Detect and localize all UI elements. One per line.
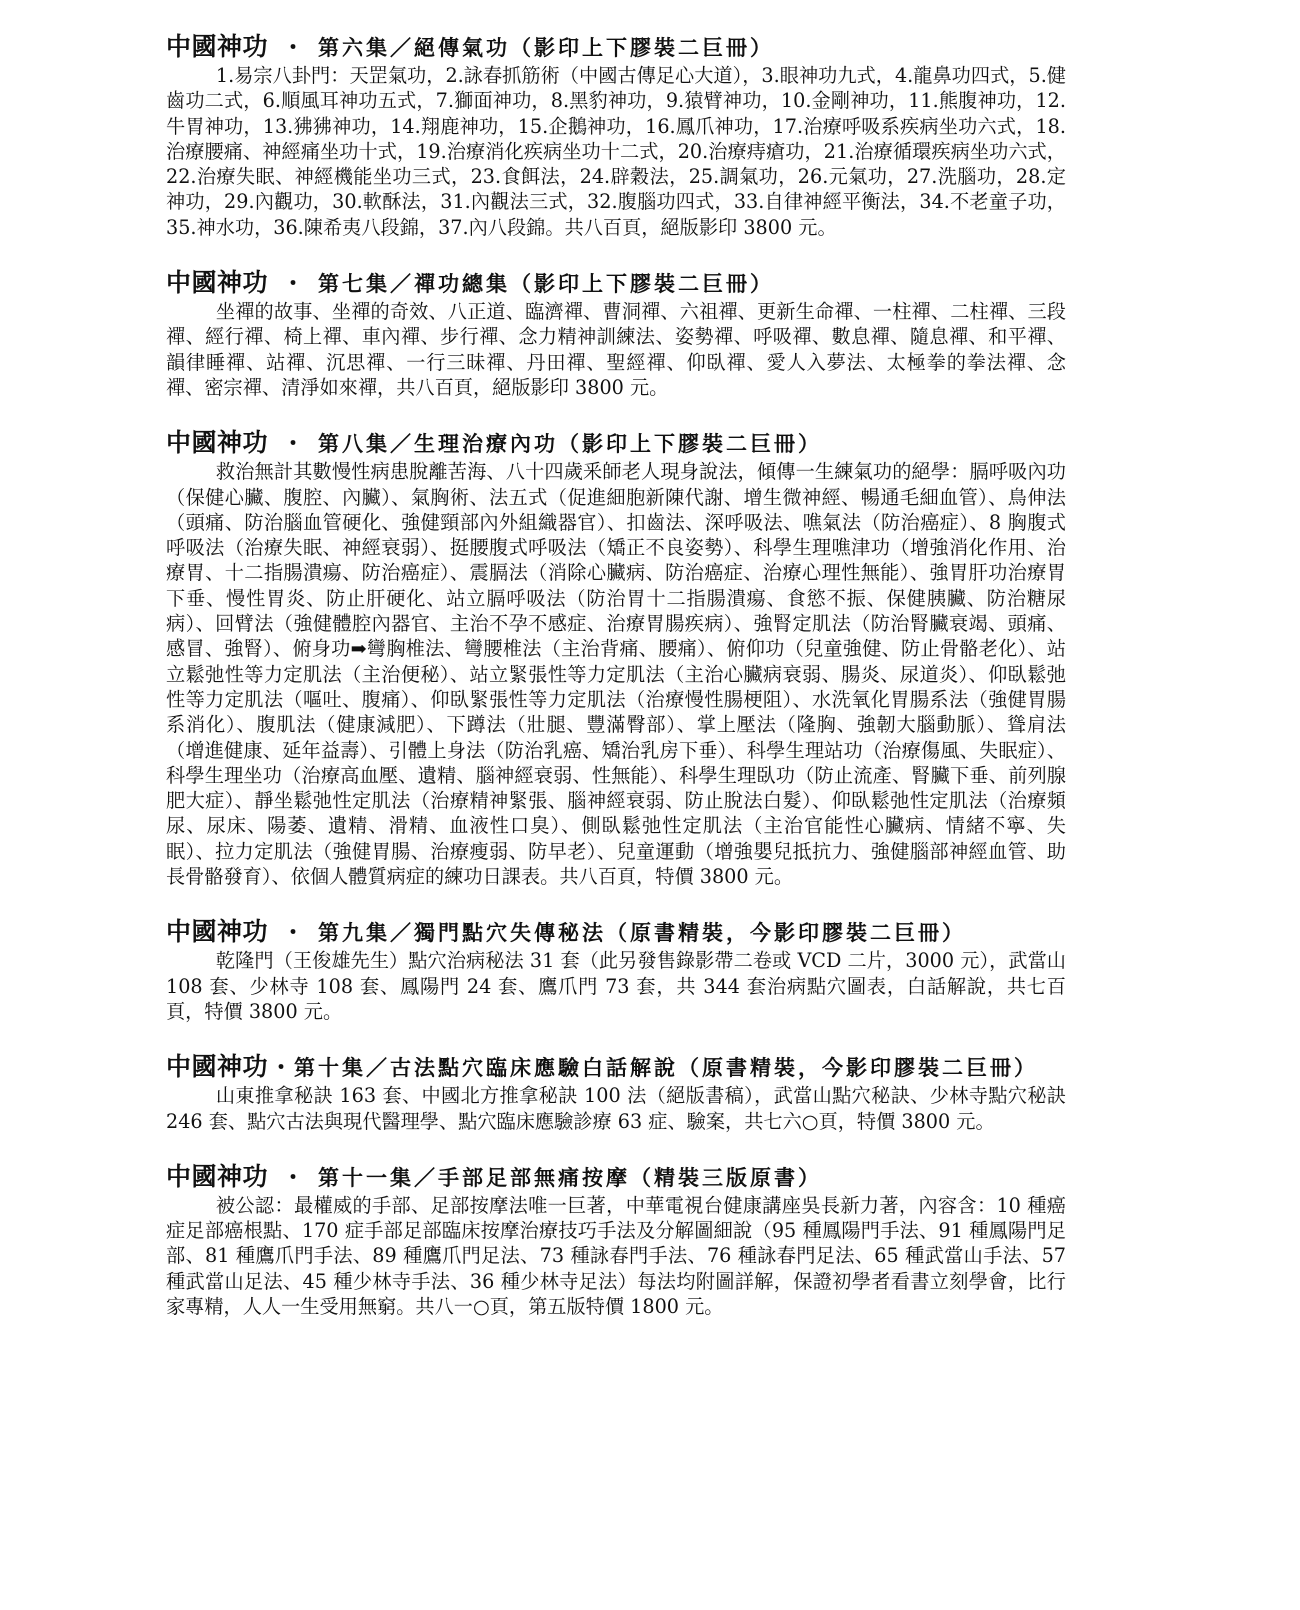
series-name: 中國神功 <box>166 1052 269 1082</box>
separator-dot: ・ <box>282 36 305 61</box>
section-title: 第六集／絕傳氣功（影印上下膠裝二巨冊） <box>318 35 775 60</box>
section-body: 救治無計其數慢性病患脫離苦海、八十四歲釆師老人現身說法，傾傳一生練氣功的絕學：膈呼吸內功（保健心臟、腹腔、內臟）、氣胸術、法五式（促進細胞新陳代謝、增生微神經、暢通毛細血管）、鳥伸法（頭痛、防治腦血管硬化、強健頸部內外組織器官）、扣齒法、深呼吸法、噍氣法（防治癌症）、8 胸腹式呼吸法（治療失眠、神經衰弱）、挺腰腹式呼吸法（矯正不良姿勢）、科學生理噍津功（增強消化作用、治療胃、十二指腸潰瘍、防治癌症）、震膈法（消除心臟病、防治癌症、治療心理性無能）、強胃肝功治療胃下垂、慢性胃炎、防止肝硬化、站立膈呼吸法（防治胃十二指腸潰瘍、食慾不振、保健胰臟、防治糖尿病）、回臂法（強健體腔內器官、主治不孕不感症、治療胃腸疾病）、強腎定肌法（防治腎臟衰竭、頭痛、感冒、強腎）、俯身功➡彎胸椎法、彎腰椎法（主治背痛、腰痛）、俯仰功（兒童強健、防止骨骼老化）、站立鬆弛性等力定肌法（主治便秘）、站立緊張性等力定肌法（主治心臟病衰弱、腸炎、尿道炎）、仰臥鬆弛性等力定肌法（嘔吐、腹痛）、仰臥緊張性等力定肌法（治療慢性腸梗阻）、水洗氧化胃腸系法（強健胃腸系消化）、腹肌法（健康減肥）、下蹲法（壯腿、豐滿臀部）、掌上壓法（隆胸、強韌大腦動脈）、聳肩法（增進健康、延年益壽）、引體上身法（防治乳癌、矯治乳房下垂）、科學生理站功（治療傷風、失眠症）、科學生理坐功（治療高血壓、遺精、腦神經衰弱、性無能）、科學生理臥功（防止流產、腎臟下垂、前列腺肥大症）、靜坐鬆弛性定肌法（治療精神緊張、腦神經衰弱、防止脫法白髮）、仰臥鬆弛性定肌法（治療頻尿、尿床、陽萎、遺精、滑精、血液性口臭）、側臥鬆弛性定肌法（主治官能性心臟病、情緒不寧、失眠）、拉力定肌法（強健胃腸、治療瘦弱、防早老）、兒童運動（增強嬰兒抵抗力、強健腦部神經血管、助長骨骼發育）、依個人體質病症的練功日課表。共八百頁，特價 3800 元。 <box>166 460 1066 889</box>
series-name: 中國神功 <box>166 428 269 458</box>
section-body: 坐禪的故事、坐禪的奇效、八正道、臨濟禪、曹洞禪、六祖禪、更新生命禪、一柱禪、二柱禪、三段禪、經行禪、椅上禪、車內禪、步行禪、念力精神訓練法、姿勢禪、呼吸禪、數息禪、隨息禪、和平禪、韻律睡禪、站禪、沉思禪、一行三昧禪、丹田禪、聖經禪、仰臥禪、愛人入夢法、太極拳的拳法禪、念禪、密宗禪、清淨如來禪，共八百頁，絕版影印 3800 元。 <box>166 300 1066 399</box>
section-title: 第九集／獨門點穴失傳秘法（原書精裝，今影印膠裝二巨冊） <box>318 920 967 946</box>
catalog-section-vol8 <box>166 426 1066 889</box>
section-title: 第七集／禪功總集（影印上下膠裝二巨冊） <box>318 271 775 297</box>
separator-dot: ・ <box>270 1056 293 1082</box>
section-header <box>166 30 1066 63</box>
section-header <box>166 1160 1066 1193</box>
section-body: 山東推拿秘訣 163 套、中國北方推拿秘訣 100 法（絕版書稿），武當山點穴秘訣、少林寺點穴秘訣 246 套、點穴古法與現代醫理學、點穴臨床應驗診療 63 症、驗案，共七六○頁，特價 3800 元。 <box>166 1084 1066 1133</box>
section-header <box>166 915 1066 948</box>
section-body: 1.易宗八卦門：天罡氣功，2.詠春抓筋術（中國古傳足心大道），3.眼神功九式，4.龍鼻功四式，5.健齒功二式，6.順風耳神功五式，7.獅面神功，8.黑豹神功，9.猿臂神功，10.金剛神功，11.熊腹神功，12.牛胃神功，13.狒狒神功，14.翔鹿神功，15.企鵝神功，16.鳳爪神功，17.治療呼吸系疾病坐功六式，18.治療腰痛、神經痛坐功十式，19.治療消化疾病坐功十二式，20.治療痔瘡功，21.治療循環疾病坐功六式，22.治療失眠、神經機能坐功三式，23.食餌法，24.辟穀法，25.調氣功，26.元氣功，27.洗腦功，28.定神功，29.內觀功，30.軟酥法，31.內觀法三式，32.腹腦功四式，33.自律神經平衡法，34.不老童子功，35.神水功，36.陳希夷八段錦，37.內八段錦。共八百頁，絕版影印 3800 元。 <box>166 64 1066 239</box>
series-name: 中國神功 <box>166 1161 269 1191</box>
separator-dot: ・ <box>282 1165 305 1191</box>
section-body: 乾隆門（王俊雄先生）點穴治病秘法 31 套（此另發售錄影帶二卷或 VCD 二片，3000 元），武當山 108 套、少林寺 108 套、鳳陽門 24 套、鷹爪門 73 套，共 344 套治病點穴圖表，白話解說，共七百頁，特價 3800 元。 <box>166 949 1066 1023</box>
series-name: 中國神功 <box>166 32 269 61</box>
section-header <box>166 426 1066 459</box>
catalog-section-vol7 <box>166 266 1066 400</box>
catalog-section-vol11 <box>166 1160 1066 1319</box>
section-header <box>166 266 1066 299</box>
separator-dot: ・ <box>282 921 305 947</box>
separator-dot: ・ <box>282 432 305 458</box>
catalog-section-vol9 <box>166 915 1066 1024</box>
separator-dot: ・ <box>282 272 305 298</box>
section-title: 第八集／生理治療內功（影印上下膠裝二巨冊） <box>318 431 823 457</box>
catalog-section-vol10 <box>166 1050 1066 1134</box>
catalog-document <box>166 30 1066 1345</box>
section-title: 第十集／古法點穴臨床應驗白話解說（原書精裝，今影印膠裝二巨冊） <box>294 1055 1039 1081</box>
section-header <box>166 1050 1066 1083</box>
section-title: 第十一集／手部足部無痛按摩（精裝三版原書） <box>318 1164 823 1190</box>
series-name: 中國神功 <box>166 917 269 947</box>
catalog-section-vol6 <box>166 30 1066 240</box>
section-body: 被公認：最權威的手部、足部按摩法唯一巨著，中華電視台健康講座吳長新力著，內容含：10 種癌症足部癌根點、170 症手部足部臨床按摩治療技巧手法及分解圖細說（95 種鳳陽門手法、91 種鳳陽門足部、81 種鷹爪門手法、89 種鷹爪門足法、73 種詠春門手法、76 種詠春門足法、65 種武當山手法、57 種武當山足法、45 種少林寺手法、36 種少林寺足法）每法均附圖詳解，保證初學者看書立刻學會，比行家專精，人人一生受用無窮。共八一○頁，第五版特價 1800 元。 <box>166 1193 1066 1318</box>
series-name: 中國神功 <box>166 268 269 298</box>
